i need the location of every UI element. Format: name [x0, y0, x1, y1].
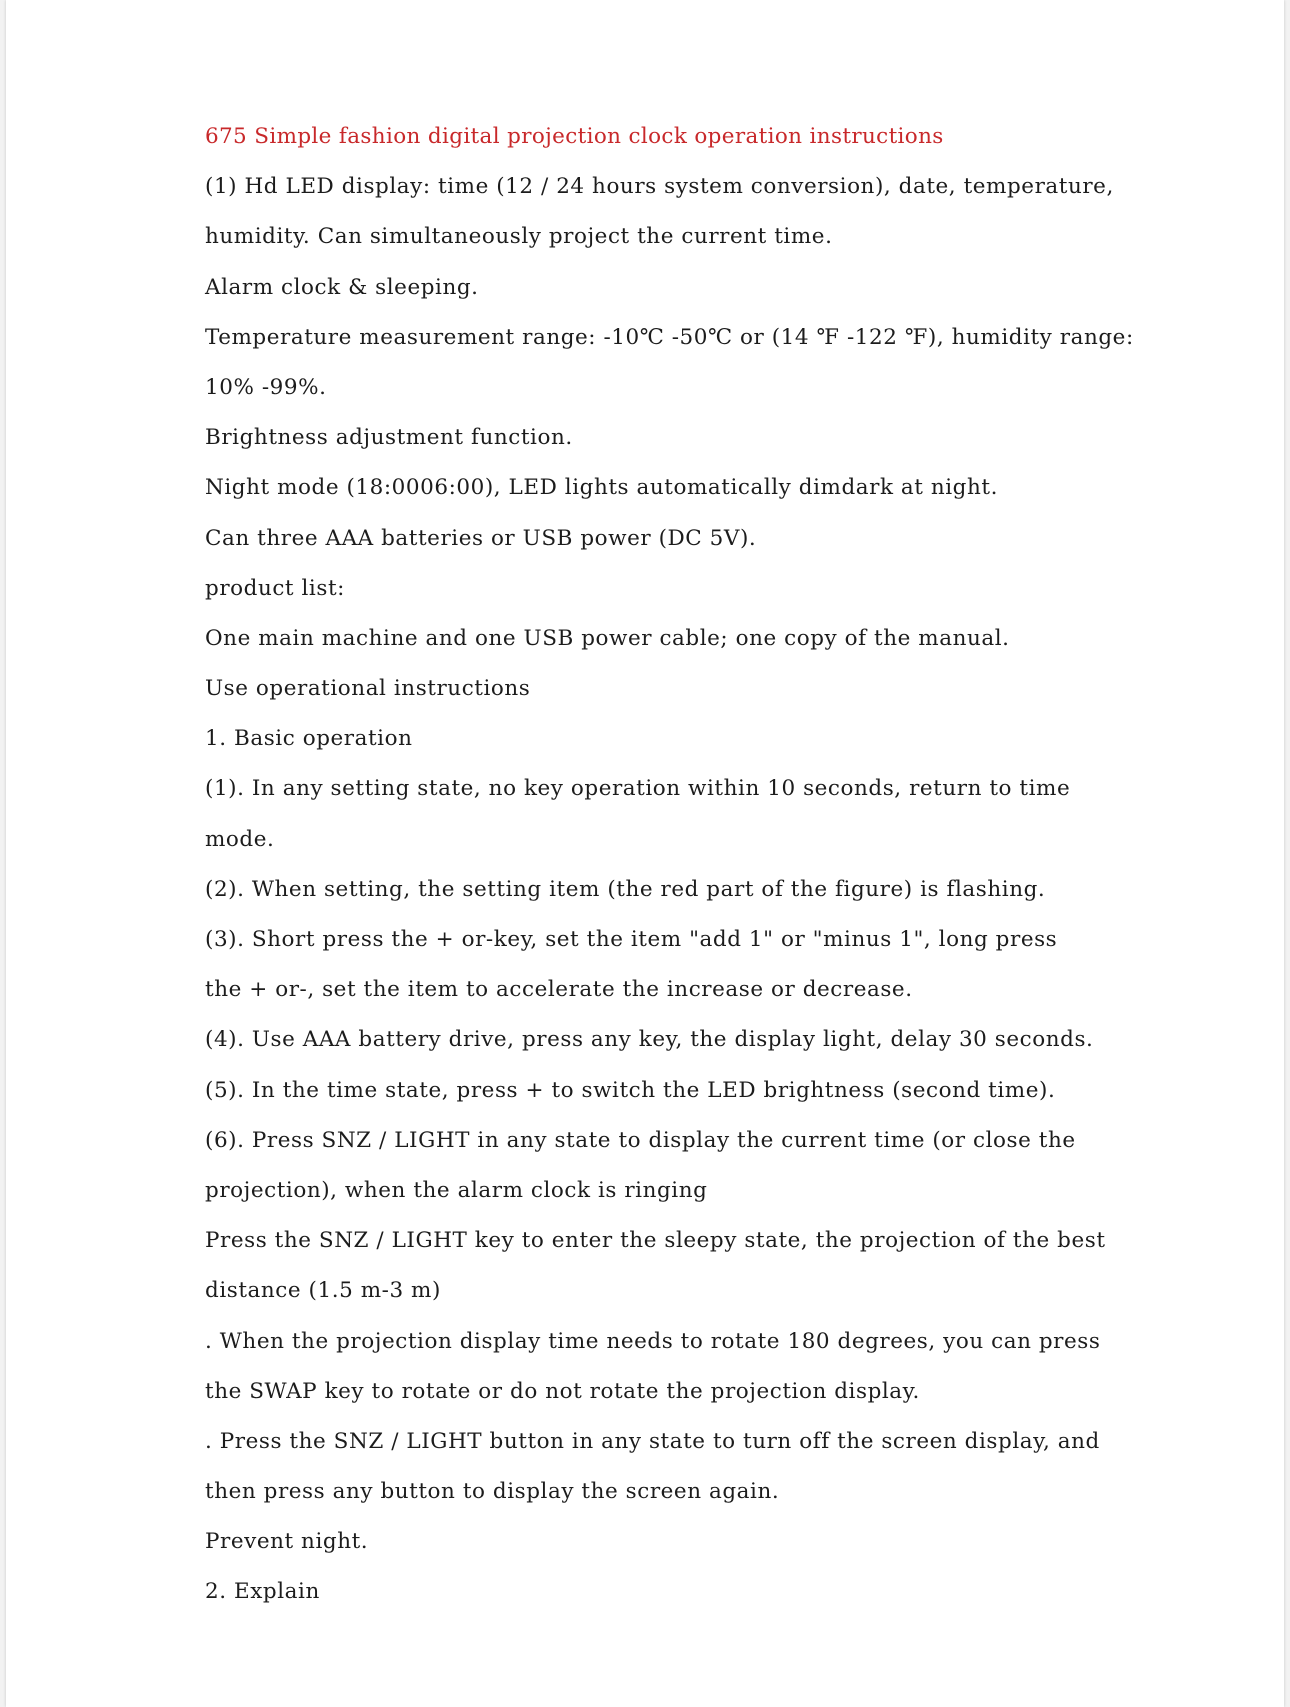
- text-line: Use operational instructions: [205, 676, 531, 702]
- document-page: [6, 0, 1284, 1707]
- text-line: (1) Hd LED display: time (12 / 24 hours system conversion), date, temperature,: [205, 174, 1114, 200]
- text-line: Night mode (18:0006:00), LED lights automatically dimdark at night.: [205, 475, 998, 501]
- text-line: distance (1.5 m-3 m): [205, 1278, 441, 1304]
- text-line: projection), when the alarm clock is ringing: [205, 1177, 708, 1203]
- text-line: (2). When setting, the setting item (the red part of the figure) is flashing.: [205, 876, 1046, 902]
- text-line: Temperature measurement range: -10℃ -50℃ or (14 ℉ -122 ℉), humidity range:: [205, 324, 1134, 350]
- text-line: Alarm clock & sleeping.: [205, 274, 479, 300]
- text-line: mode.: [205, 826, 275, 852]
- text-line: humidity. Can simultaneously project the current time.: [205, 224, 833, 250]
- document-body: [205, 112, 1134, 1618]
- text-line: (1). In any setting state, no key operation within 10 seconds, return to time: [205, 776, 1071, 802]
- text-line: 2. Explain: [205, 1579, 320, 1605]
- text-line: (3). Short press the + or-key, set the item "add 1" or "minus 1", long press: [205, 927, 1058, 952]
- text-line: . When the projection display time needs to rotate 180 degrees, you can press: [205, 1328, 1101, 1354]
- text-line: 1. Basic operation: [205, 726, 413, 752]
- text-line: Prevent night.: [205, 1529, 369, 1555]
- text-line: One main machine and one USB power cable; one copy of the manual.: [205, 625, 1010, 651]
- text-line: (6). Press SNZ / LIGHT in any state to display the current time (or close the: [205, 1127, 1076, 1153]
- text-line: Press the SNZ / LIGHT key to enter the sleepy state, the projection of the best: [205, 1228, 1106, 1254]
- text-line: the + or-, set the item to accelerate the increase or decrease.: [205, 977, 913, 1003]
- text-line: Brightness adjustment function.: [205, 425, 573, 451]
- text-line: 10% -99%.: [205, 374, 327, 400]
- text-line: then press any button to display the screen again.: [205, 1479, 780, 1505]
- text-line: Can three AAA batteries or USB power (DC 5V).: [205, 525, 757, 551]
- text-line: (5). In the time state, press + to switch the LED brightness (second time).: [205, 1077, 1056, 1103]
- text-line: (4). Use AAA battery drive, press any key, the display light, delay 30 seconds.: [205, 1027, 1094, 1053]
- document-title: 675 Simple fashion digital projection clock operation instructions: [205, 124, 944, 149]
- text-line: product list:: [205, 575, 345, 601]
- text-line: . Press the SNZ / LIGHT button in any state to turn off the screen display, and: [205, 1428, 1100, 1454]
- text-line: the SWAP key to rotate or do not rotate the projection display.: [205, 1378, 920, 1404]
